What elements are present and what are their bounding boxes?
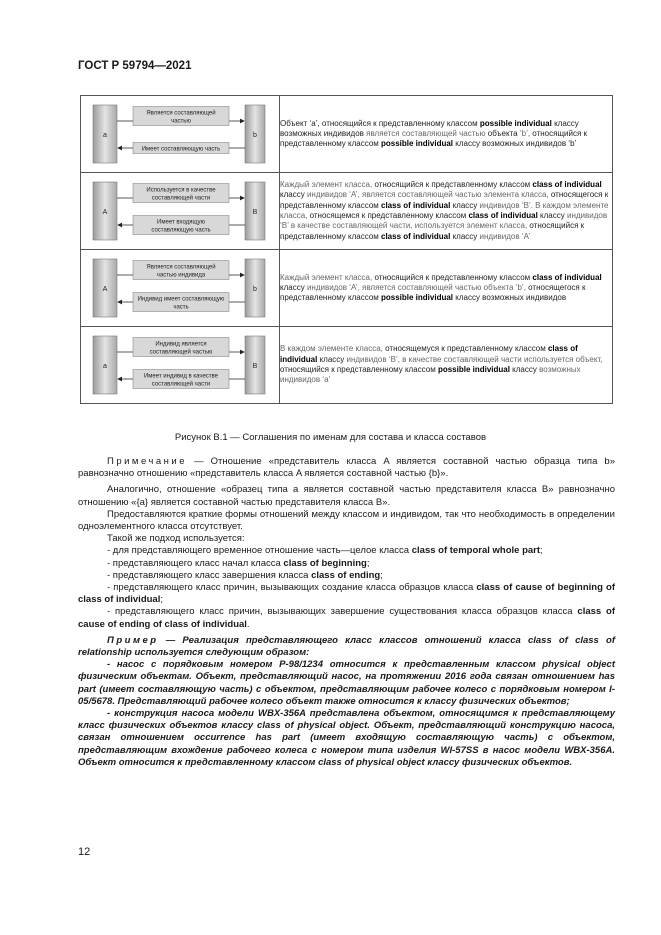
description-text: В каждом элементе класса, [280,344,386,354]
paragraph-1: Аналогично, отношение «образец типа a является составной частью представителя класса B» равнозначно отношению «{a} является составной частью представителя класса B». [78,484,615,508]
description-text: индивидов ‘A’ [479,231,531,241]
bullet-item [78,606,615,630]
class-name-term: possible individual [479,118,552,128]
description-text: Каждый элемент класса, [280,272,375,282]
example-intro [78,635,615,659]
relation-label: Является составляющей [146,264,216,271]
right-entity-label: B [252,209,258,216]
class-name-term: class of individual [468,211,538,220]
bullet-punct: ; [540,545,543,557]
description-text: Каждый элемент класса, [280,180,375,190]
figure-caption: Рисунок В.1 — Соглашения по именам для состава и класса составов [174,432,487,443]
relation-diagram [81,173,279,249]
left-entity-label: a [103,132,107,139]
description-text: возможных индивидов ‘a’ [280,365,581,385]
relation-diagram [81,250,279,326]
description-text: относящийся к представленному классом [280,128,588,149]
left-entity-label: A [102,209,108,216]
description-text: относящемся к представленному классом [309,211,469,220]
paragraph-2: Предоставляются краткие формы отношений между классом и индивидом, так что необходимость в определении одноэлементного класса отсутствует. [78,508,615,533]
note-label: Примечание [107,456,187,467]
relation-label: Является составляющей [146,110,216,117]
example-label: Пример [107,634,159,646]
description-text: относящийся к представленному классом [280,221,585,241]
relation-label: составляющей части [151,195,211,202]
description-cell [280,327,613,404]
diagram-cell [81,173,280,250]
class-name-term: possible individual [437,365,510,374]
figure-row [81,250,613,327]
description-text: относящийся к представленному классом [374,272,533,282]
document-header: ГОСТ Р 59794—2021 [78,60,192,72]
class-name-term: possible individual [381,293,454,303]
bullet-term: class of cause of beginning of class of individual [78,582,615,606]
description-text: относящегося к представленному классом [280,190,609,210]
description-text: является составляющей частью [366,128,488,138]
class-name-term: class of individual [381,200,451,210]
description-cell [280,96,613,173]
description-text: индивидов ‘B’ в качестве составляющей части, используется элемент класса, [280,211,608,231]
figure-row [81,96,613,173]
relation-label: составляющей частью [149,349,213,356]
bullet-punct: ; [380,569,383,581]
relation-label: Используется в качестве [146,187,216,194]
body-text [78,456,615,769]
example-intro-text: — Реализация представляющего класс классов отношений класса class of class of relationship используется следующим образом: [78,634,615,659]
description-cell [280,173,613,250]
relation-label: составляющей части [151,381,211,388]
relation-label: часть [173,304,189,311]
bullet-item [78,545,615,557]
class-name-term: possible individual [381,139,454,149]
bullet-text: - представляющего класс причин, вызывающих создание класса образцов класса [107,582,477,594]
class-name-term: class of individual [532,180,602,190]
example-item-2: - конструкция насоса модели WBX-356A представлена объектом, относящимся к представляющему класс физических объектов классу class of physical object. Объект, представляющий конструкцию насоса, связан отношением occurrence has part (имеет входящую составляющую часть) с объектом, представляющим вхождение рабочего колеса с номером типа изделия WI-57SS в насос модели WBX-356A. Объект относится к представленному классом class of physical object классу физических объектов. [78,708,615,768]
bullet-punct: . [246,618,250,630]
description-text: классу возможных индивидов ‘b’ [453,139,577,149]
bullet-text: - представляющего класс начал класса [107,557,284,569]
description-text: объекта [487,128,520,138]
relation-label: частью [171,118,191,125]
diagram-cell [81,250,280,327]
relation-label: Индивид является [155,341,207,348]
bullet-text: - представляющего класс причин, вызывающих завершение существования класса образцов класса [107,606,578,618]
bullet-punct: ; [160,594,163,606]
right-entity-label: B [252,363,258,370]
right-entity-label: b [253,132,257,139]
description-text: классу [450,231,480,241]
description-text: классу возможных индивидов [453,293,567,303]
left-entity-label: A [102,286,108,293]
example-item-1: - насос с порядковым номером Р-98/1234 относится к представленным классом physical object физическим объектам. Объект, представляющий насос, на протяжении 2016 года связан отношением has part (имеет составляющую часть) с объектом, представляющим рабочее колесо с порядковым номером I-05/5678. Представляющий рабочее колесо объект также относится к классу физических объектов; [78,659,615,707]
figure-row [81,327,613,404]
description-text: относящегося к представленному классом [280,282,586,303]
relation-label: Имеет входящую [157,219,205,226]
relation-label: составляющую часть [151,227,211,234]
description-text: индивидов ‘A’, является составляющей частью объекта ‘b’, [306,282,526,292]
description-text: индивидов ‘B’, в качестве составляющей части используется объект, [346,354,603,364]
note-paragraph [78,456,615,480]
description-text: относящемуся к представленному классом [385,344,548,354]
bullet-text: - представляющего класс завершения класса [107,569,312,581]
description-text: классу возможных индивидов [280,118,579,138]
bullet-term: class of beginning [283,557,367,569]
description-text: классу [317,354,347,364]
bullet-text: - для представляющего временное отношение часть—целое класса [107,545,412,557]
description-text: Объект ‘a’, относящийся к представленному классом [280,118,480,128]
bullet-item [78,570,615,582]
relation-diagram [81,96,279,172]
bullet-list [78,545,615,630]
description-text: классу [280,282,307,292]
left-entity-label: a [103,363,107,370]
description-text: классу [450,200,480,210]
description-text: ‘b’, [519,128,531,138]
relation-label: Имеет индивид в качестве [143,373,219,380]
bullet-item [78,558,615,570]
description-text: классу [509,365,540,374]
figure-table [80,95,613,404]
right-entity-label: b [253,286,257,293]
paragraph-3: Такой же подход используется: [107,533,245,545]
page-number: 12 [78,846,91,858]
diagram-cell [81,96,280,173]
bullet-term: class of cause of ending of class of individual [78,606,615,630]
note-text: — Отношение «представитель класса A является составной частью образца типа b» равнозначно отношению «представитель класса A является составной частью {b}». [78,456,615,480]
bullet-item [78,582,615,606]
description-text: относящийся к представленному классом [280,365,438,374]
relation-diagram [81,327,279,403]
relation-label: Индивид имеет составляющую [137,296,225,303]
relation-label: частью индивида [156,272,206,279]
description-text: относящийся к представленному классом [374,180,533,190]
bullet-term: class of ending [311,569,381,581]
class-name-term: class of individual [280,344,578,364]
description-text: классу [537,211,567,220]
figure-row [81,173,613,250]
description-cell [280,250,613,327]
description-text: классу [280,190,307,200]
bullet-term: class of temporal whole part [411,545,541,557]
description-text: индивидов ‘B’. В каждом элементе класса, [280,200,609,220]
class-name-term: class of individual [381,231,451,241]
description-text: индивидов ‘A’, является составляющей частью элемента класса, [306,190,551,200]
class-name-term: class of individual [532,272,602,282]
bullet-punct: ; [366,557,370,569]
relation-label: Имеет составляющую часть [141,146,221,153]
diagram-cell [81,327,280,404]
